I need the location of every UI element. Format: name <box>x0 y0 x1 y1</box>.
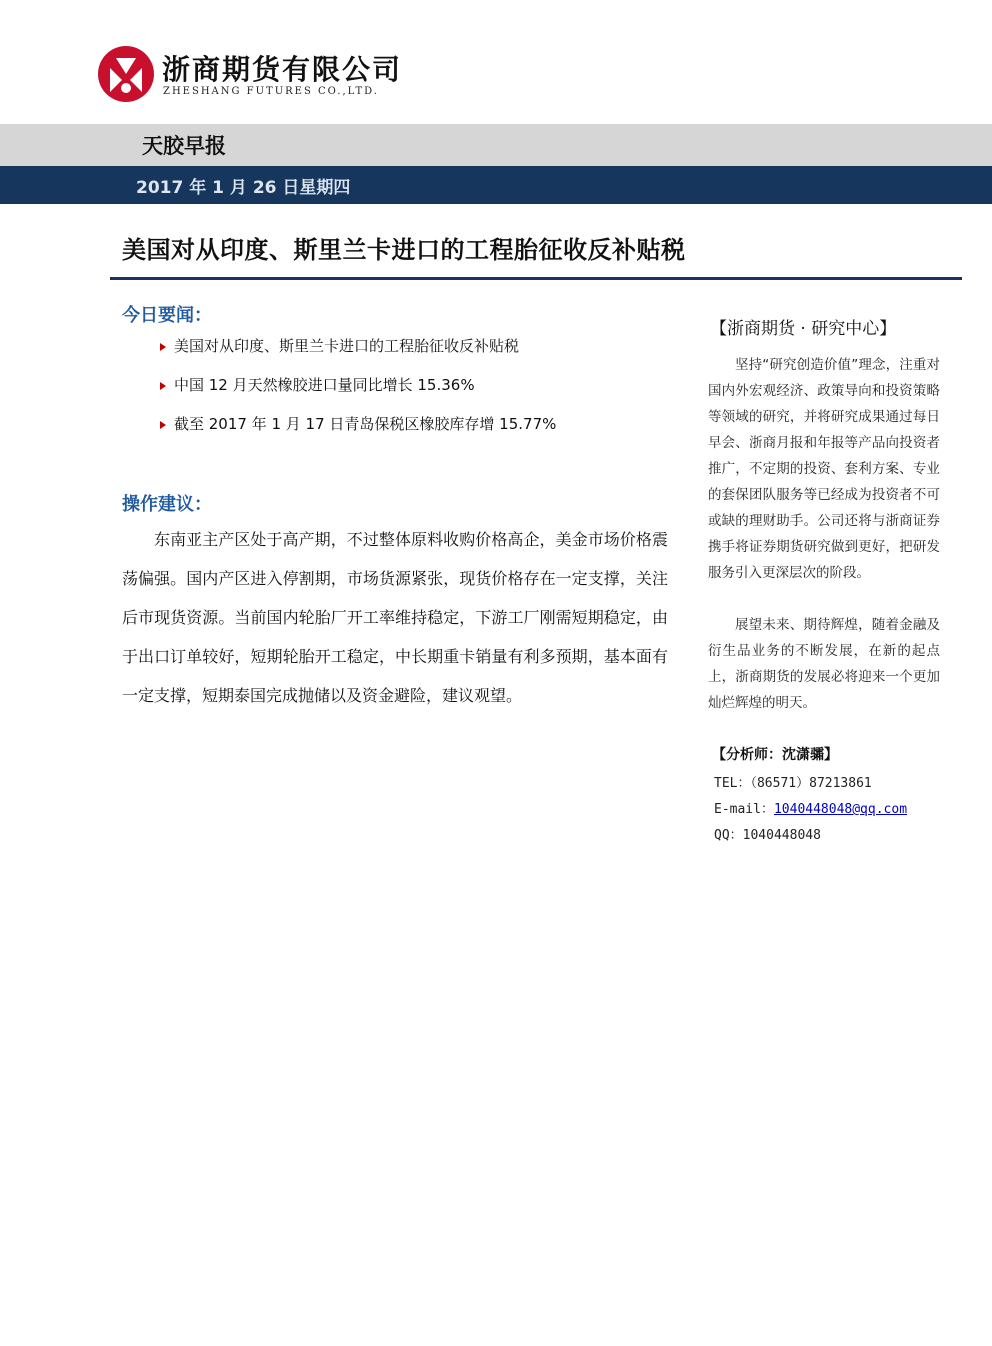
sidebar-title: 【浙商期货 · 研究中心】 <box>710 319 897 339</box>
analyst-name: 【分析师：沈潇骦】 <box>712 747 838 763</box>
bullet-arrow-icon <box>160 421 166 429</box>
tel-label: TEL： <box>714 776 751 791</box>
email-link[interactable]: 1040448048@qq.com <box>773 802 908 817</box>
email-label: E-mail： <box>714 802 774 817</box>
news-item-text: 中国 12 月天然橡胶进口量同比增长 15.36% <box>174 376 475 394</box>
advice-body: 东南亚主产区处于高产期，不过整体原料收购价格高企，美金市场价格震荡偏强。国内产区进入停割期，市场货源紧张，现货价格存在一定支撑，关注后市现货资源。当前国内轮胎厂开工率维持稳定，下游工厂刚需短期稳定，由于出口订单较好，短期轮胎开工稳定，中长期重卡销量有利多预期，基本面有一定支撑，短期泰国完成抛储以及资金避险，建议观望。 <box>122 530 668 705</box>
news-item <box>160 413 556 434</box>
tel-value: （86571）87213861 <box>750 776 872 791</box>
sidebar-outlook: 展望未来、期待辉煌，随着金融及衍生品业务的不断发展，在新的起点上，浙商期货的发展必将迎来一个更加灿烂辉煌的明天。 <box>708 617 940 711</box>
advice-heading: 操作建议： <box>122 494 212 515</box>
contact-tel <box>714 772 872 791</box>
news-item <box>160 374 475 395</box>
qq-value: 1040448048 <box>742 828 821 843</box>
bullet-arrow-icon <box>160 382 166 390</box>
news-item-text: 截至 2017 年 1 月 17 日青岛保税区橡胶库存增 15.77% <box>174 415 557 433</box>
report-type: 天胶早报 <box>142 134 226 158</box>
sidebar-intro: 坚持“研究创造价值”理念，注重对国内外宏观经济、政策导向和投资策略等领域的研究，并将研究成果通过每日早会、浙商月报和年报等产品向投资者推广，不定期的投资、套利方案、专业的套保团队服务等已经成为投资者不可或缺的理财助手。公司还将与浙商证券携手将证券期货研究做到更好，把研发服务引入更深层次的阶段。 <box>708 357 940 581</box>
news-heading: 今日要闻： <box>122 305 212 326</box>
qq-label: QQ： <box>714 828 743 843</box>
company-logo-icon <box>96 44 156 104</box>
contact-qq <box>714 824 821 843</box>
company-name-en: ZHESHANG FUTURES CO.,LTD. <box>163 86 379 97</box>
news-item <box>160 335 519 356</box>
news-item-text: 美国对从印度、斯里兰卡进口的工程胎征收反补贴税 <box>174 337 520 355</box>
headline: 美国对从印度、斯里兰卡进口的工程胎征收反补贴税 <box>122 236 686 264</box>
contact-email <box>714 798 907 817</box>
company-name-cn: 浙商期货有限公司 <box>162 53 403 86</box>
headline-divider <box>110 277 962 280</box>
report-date: 2017 年 1 月 26 日星期四 <box>136 178 351 198</box>
bullet-arrow-icon <box>160 343 166 351</box>
